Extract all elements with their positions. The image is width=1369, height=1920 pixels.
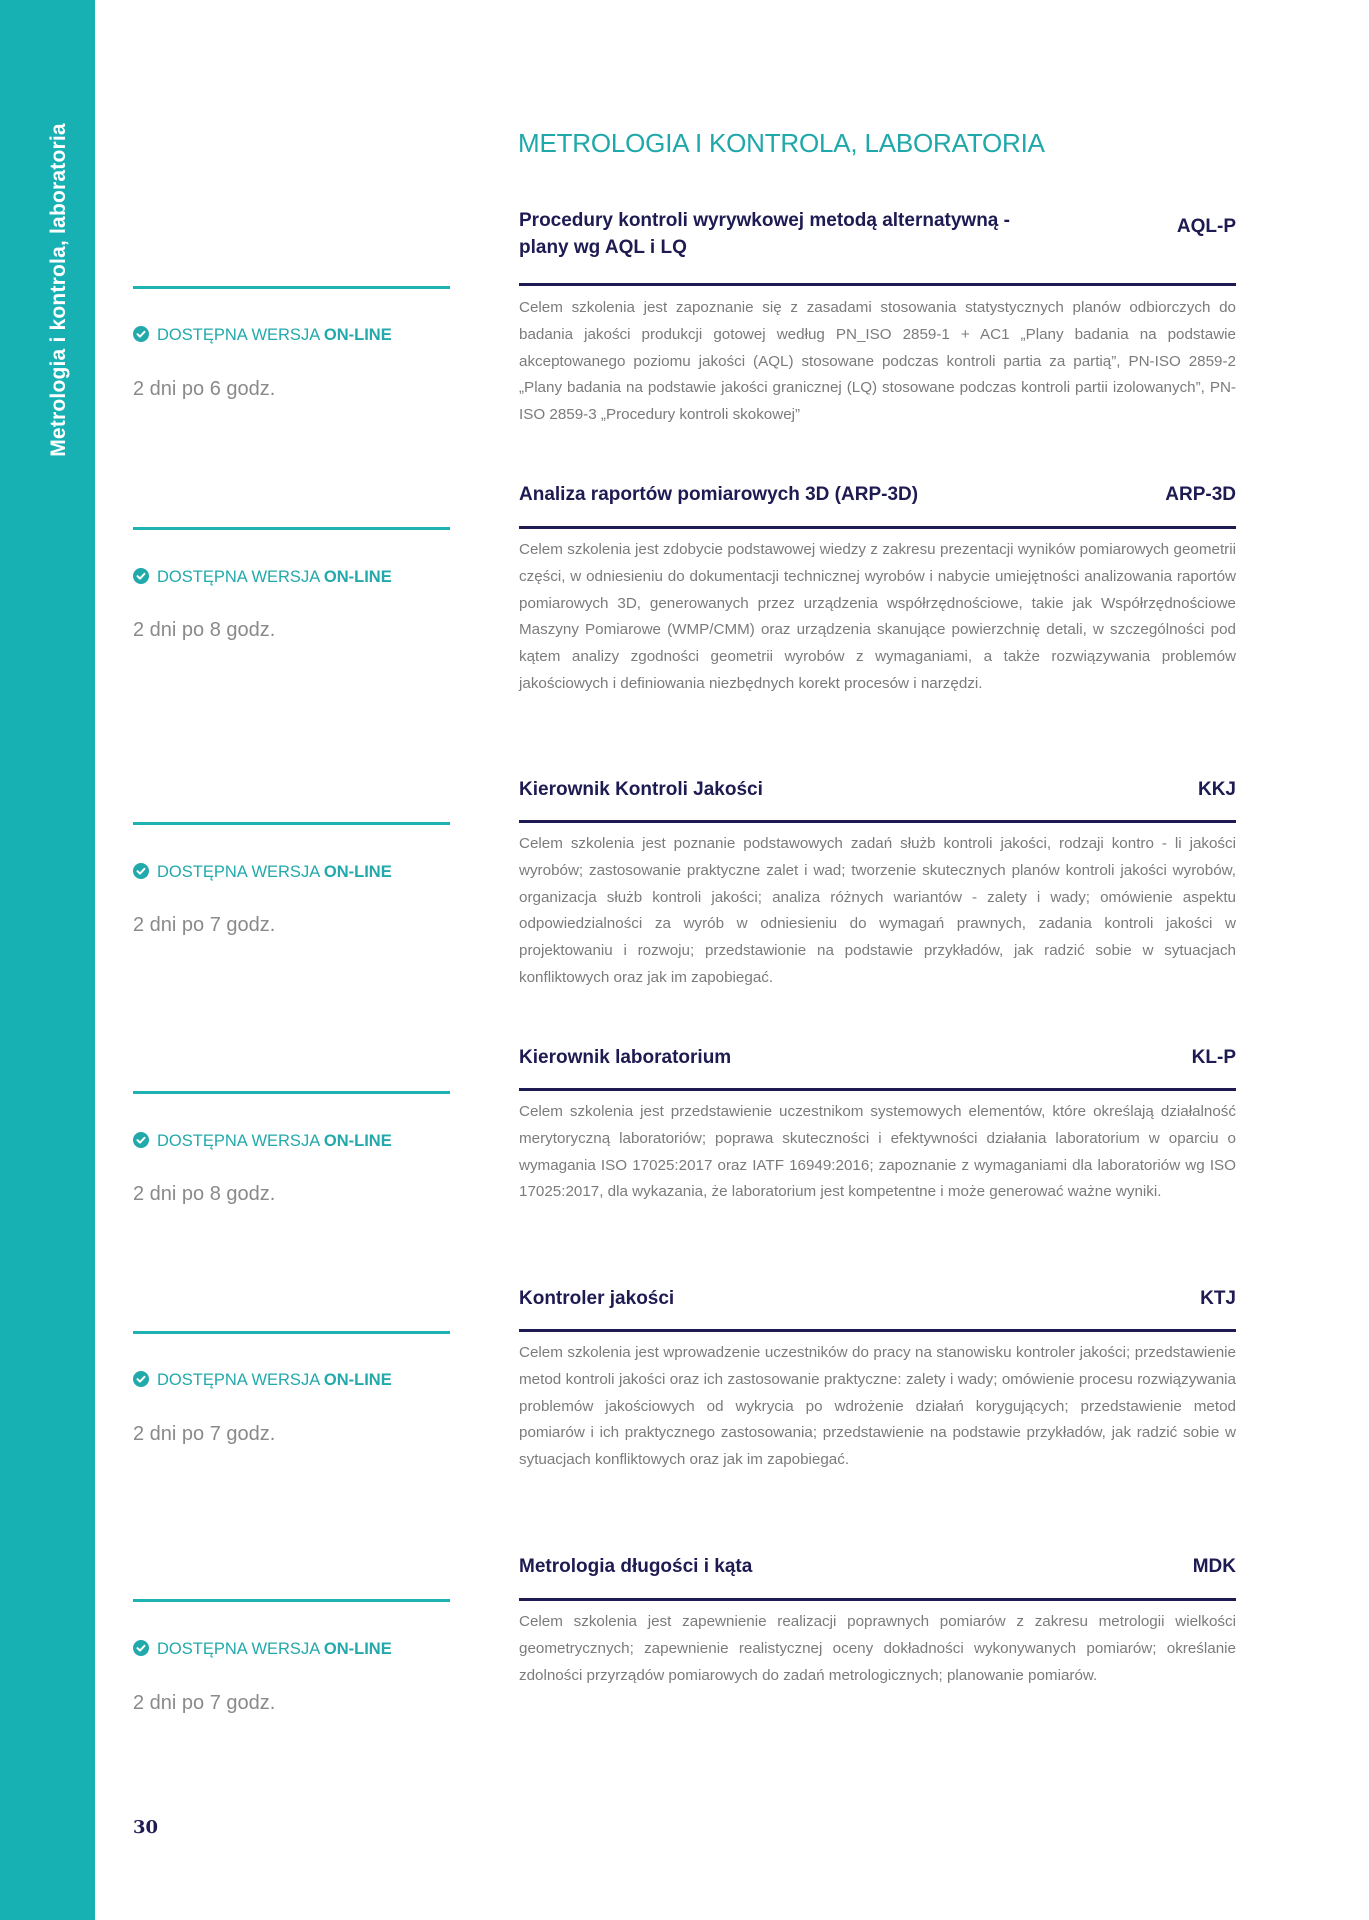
left-divider (133, 1091, 450, 1094)
course-duration: 2 dni po 7 godz. (133, 1423, 276, 1445)
online-badge (133, 861, 392, 883)
check-circle-icon (133, 568, 149, 584)
check-circle-icon (133, 863, 149, 879)
course-title: Analiza raportów pomiarowych 3D (ARP-3D) (519, 484, 919, 505)
online-label: DOSTĘPNA WERSJA (157, 1371, 320, 1389)
left-divider (133, 286, 450, 289)
online-highlight: ON-LINE (323, 1640, 392, 1658)
course-title: Procedury kontroli wyrywkowej metodą alternatywną - plany wg AQL i LQ (519, 210, 1010, 258)
course-code: KTJ (1200, 1288, 1236, 1309)
check-circle-icon (133, 326, 149, 342)
check-circle-icon (133, 1640, 149, 1656)
left-divider (133, 1331, 450, 1334)
course-code: MDK (1192, 1556, 1236, 1577)
online-highlight: ON-LINE (323, 863, 392, 881)
course-code: AQL-P (1176, 216, 1236, 237)
check-circle-icon (133, 1371, 149, 1387)
course-code: KKJ (1197, 779, 1236, 800)
course-description: Celem szkolenia jest zdobycie podstawowej wiedzy z zakresu prezentacji wyników pomiarowych geometrii części, w odniesieniu do dokumentacji technicznej wyrobów i nabycie umiejętności analizowania raportów pomiarowych 3D, generowanych przez urządzenia współrzędnościowe, takie jak Współrzędnościowe Maszyny Pomiarowe (WMP/CMM) oraz urządzenia skanujące powierzchnię detali, w szczególności pod kątem analizy zgodności geometrii wyrobów z wymaganiami, a także rozwiązywania problemów jakościowych i definiowania niezbędnych korekt procesów i narzędzi. (519, 541, 1236, 692)
online-highlight: ON-LINE (323, 326, 392, 344)
left-divider (133, 527, 450, 530)
course-description: Celem szkolenia jest przedstawienie uczestnikom systemowych elementów, które określają działalność merytoryczną laboratoriów; poprawa skuteczności i efektywności działania laboratorium w oparciu o wymagania ISO 17025:2017 oraz IATF 16949:2016; zapoznanie z wymaganiami dla laboratoriów wg ISO 17025:2017, dla wykazania, że laboratorium jest kompetentne i może generować ważne wyniki. (519, 1103, 1236, 1201)
online-badge (133, 1369, 392, 1391)
online-highlight: ON-LINE (323, 568, 392, 586)
section-title: METROLOGIA I KONTROLA, LABORATORIA (518, 128, 1045, 158)
course-divider (519, 1598, 1236, 1601)
online-label: DOSTĘPNA WERSJA (157, 1640, 320, 1658)
course-divider (519, 1088, 1236, 1091)
course-title: Kierownik Kontroli Jakości (519, 779, 763, 800)
course-divider (519, 820, 1236, 823)
course-code: KL-P (1191, 1047, 1236, 1068)
course-divider (519, 1329, 1236, 1332)
course-description: Celem szkolenia jest poznanie podstawowych zadań służb kontroli jakości, rodzaji kontro - li jakości wyrobów; zastosowanie praktyczne zalet i wad; tworzenie skutecznych planów kontroli jakości wyrobów, organizacja służb kontroli jakości; analiza różnych wariantów - zalety i wady; omówienie aspektu odpowiedzialności za wyrób w odniesieniu do wymagań prawnych, zadania kontroli jakości w projektowaniu i rozwoju; przedstawionie na podstawie przykładów, jak radzić sobie w sytuacjach konfliktowych oraz jak im zapobiegać. (519, 835, 1236, 986)
course-duration: 2 dni po 6 godz. (133, 378, 276, 400)
online-badge (133, 1638, 392, 1660)
page-number: 30 (133, 1817, 159, 1838)
sidebar-title: Metrologia i kontrola, laboratoria (47, 123, 70, 457)
course-duration: 2 dni po 8 godz. (133, 1183, 276, 1205)
course-title: Kontroler jakości (519, 1288, 675, 1309)
course-title: Metrologia długości i kąta (519, 1556, 753, 1577)
course-divider (519, 526, 1236, 529)
left-divider (133, 822, 450, 825)
online-badge (133, 324, 392, 346)
online-label: DOSTĘPNA WERSJA (157, 568, 320, 586)
course-duration: 2 dni po 7 godz. (133, 914, 276, 936)
online-label: DOSTĘPNA WERSJA (157, 326, 320, 344)
course-duration: 2 dni po 7 godz. (133, 1692, 276, 1714)
online-highlight: ON-LINE (323, 1132, 392, 1150)
course-divider (519, 283, 1236, 286)
online-label: DOSTĘPNA WERSJA (157, 1132, 320, 1150)
course-code: ARP-3D (1165, 484, 1236, 505)
course-description: Celem szkolenia jest zapewnienie realizacji poprawnych pomiarów z zakresu metrologii wielkości geometrycznych; zapewnienie realistycznej oceny dokładności wykonywanych pomiarów; określanie zdolności przyrządów pomiarowych do zadań metrologicznych; planowanie pomiarów. (519, 1613, 1236, 1684)
course-description: Celem szkolenia jest zapoznanie się z zasadami stosowania statystycznych planów odbiorczych do badania jakości produkcji gotowej według PN_ISO 2859-1 + AC1 „Plany badania na podstawie akceptowanego poziomu jakości (AQL) stosowane podczas kontroli partia za partią”, PN-ISO 2859-2 „Plany badania na podstawie jakości granicznej (LQ) stosowane podczas kontroli partii izolowanych”, PN-ISO 2859-3 „Procedury kontroli skokowej” (519, 299, 1236, 424)
course-title: Kierownik laboratorium (519, 1047, 732, 1068)
left-divider (133, 1599, 450, 1602)
course-duration: 2 dni po 8 godz. (133, 619, 276, 641)
check-circle-icon (133, 1132, 149, 1148)
online-badge (133, 1130, 392, 1152)
online-label: DOSTĘPNA WERSJA (157, 863, 320, 881)
online-badge (133, 566, 392, 588)
online-highlight: ON-LINE (323, 1371, 392, 1389)
course-description: Celem szkolenia jest wprowadzenie uczestników do pracy na stanowisku kontroler jakości; przedstawienie metod kontroli jakości oraz ich zastosowanie praktyczne: zalety i wady; omówienie procesu rozwiązywania problemów jakościowych od wykrycia po wdrożenie działań korygujących; przedstawienie metod pomiarów i ich praktycznego zastosowania; przedstawienie na podstawie przykładów, jak radzić sobie w sytuacjach konfliktowych oraz jak im zapobiegać. (519, 1344, 1236, 1469)
sidebar (0, 0, 95, 1920)
